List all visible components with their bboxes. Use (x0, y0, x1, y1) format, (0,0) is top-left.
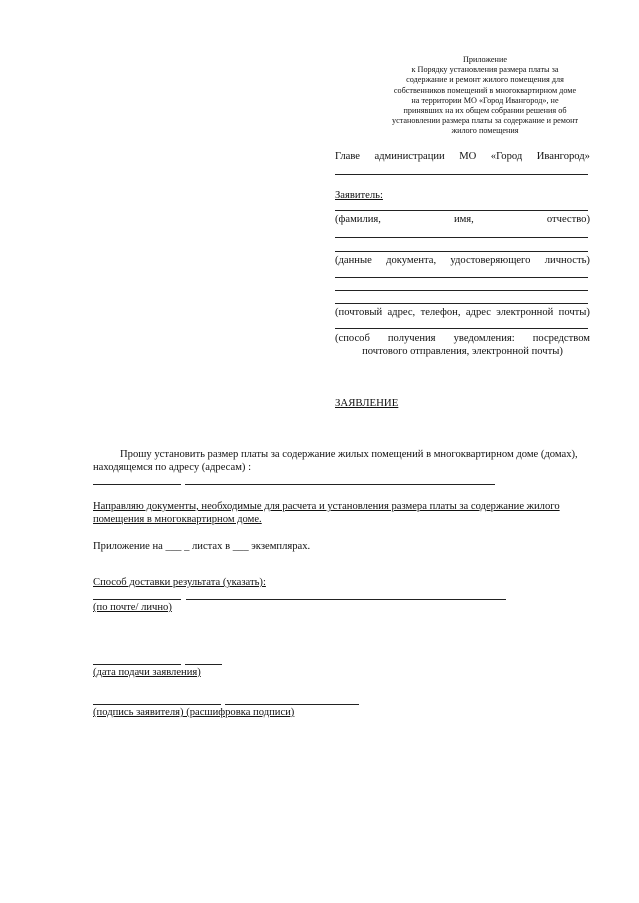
appendix-line: содержание и ремонт жилого помещения для (406, 75, 564, 85)
addressee-word: администрации (374, 151, 445, 162)
date-fill-line (185, 664, 222, 665)
caption-word: (данные (335, 255, 372, 266)
appendix-line: на территории МО «Город Ивангород», не (411, 95, 559, 105)
caption-word: адрес (465, 307, 491, 318)
address-fill-line (93, 484, 181, 485)
caption-word: (фамилия, (335, 214, 381, 225)
signature-fill-line (225, 704, 359, 705)
appendix-line: принявших на их общем собрании решения об (403, 106, 567, 116)
date-fill-line (93, 664, 181, 665)
caption-word: посредством (532, 333, 590, 344)
appendix-line: установлении размера платы за содержание и ремонт (391, 116, 579, 126)
applicant-fill-line (335, 251, 588, 252)
addressee-word: МО (459, 151, 477, 162)
applicant-fill-line (335, 277, 588, 278)
applicant-fill-line (335, 237, 588, 238)
caption-word: телефон, (420, 307, 461, 318)
notification-caption-line2: почтового отправления, электронной почты) (362, 346, 563, 357)
caption-word: почты) (558, 307, 590, 318)
applicant-fill-line (335, 290, 588, 291)
caption-word: адрес, (387, 307, 416, 318)
appendix-header (380, 55, 590, 137)
document-title: ЗАЯВЛЕНИЕ (335, 397, 399, 409)
signature-fill-line (93, 704, 221, 705)
caption-word: (способ (335, 333, 370, 344)
caption-word: удостоверяющего (450, 255, 531, 266)
addressee (335, 151, 590, 162)
delivery-fill-line (186, 599, 506, 600)
applicant-fill-line (335, 328, 588, 329)
appendix-line: жилого помещения (451, 126, 519, 136)
notification-caption (335, 333, 590, 344)
contact-caption (335, 307, 590, 318)
caption-word: имя, (453, 214, 474, 225)
delivery-heading: Способ доставки результата (указать): (93, 577, 266, 588)
caption-word: личность) (544, 255, 590, 266)
applicant-fill-line (335, 210, 588, 211)
request-text-line2: находящемся по адресу (адресам) : (93, 462, 252, 473)
appendix-line: Приложение (463, 55, 507, 64)
addressee-word: Главе (335, 151, 360, 162)
fio-caption (335, 214, 590, 225)
appendix-line: собственников помещений в многоквартирном доме (393, 85, 577, 95)
delivery-fill-line (93, 599, 181, 600)
caption-word: получения (387, 333, 436, 344)
appendix-line: к Порядку установления размера платы за (411, 65, 559, 75)
request-text-line1: Прошу установить размер платы за содержание жилых помещений в многоквартирном доме (домах), (120, 449, 578, 460)
addressee-word: «Город (490, 151, 523, 162)
address-fill-line (185, 484, 495, 485)
id-document-caption (335, 255, 590, 266)
caption-word: документа, (386, 255, 437, 266)
date-hint: (дата подачи заявления) (93, 667, 201, 678)
addressee-word: Ивангород» (536, 151, 590, 162)
caption-word: электронной (496, 307, 554, 318)
caption-word: отчество) (546, 214, 590, 225)
applicant-fill-line (335, 303, 588, 304)
caption-word: (почтовый (335, 307, 383, 318)
signature-hint: (подпись заявителя) (расшифровка подписи) (93, 707, 295, 718)
attachment-text: Приложение на ___ _ листах в ___ экземплярах. (93, 541, 311, 552)
delivery-hint: (по почте/ лично) (93, 602, 172, 613)
documents-text-line2: помещения в многоквартирном доме. (93, 514, 262, 525)
applicant-heading: Заявитель: (335, 190, 383, 201)
documents-text-line1: Направляю документы, необходимые для расчета и установления размера платы за содержание жилого (93, 501, 560, 512)
addressee-fill-line (335, 174, 588, 175)
caption-word: уведомления: (453, 333, 515, 344)
